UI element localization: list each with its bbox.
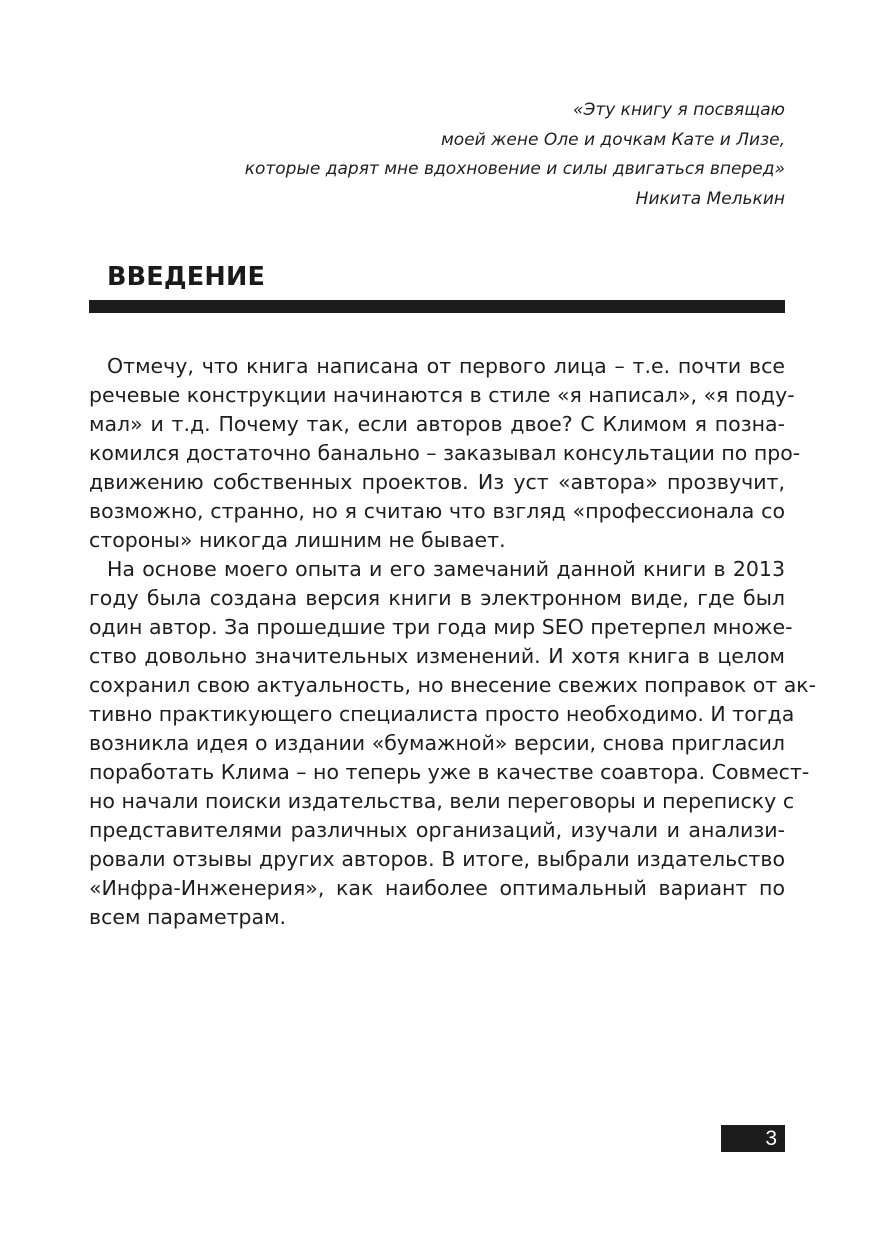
paragraph-2 bbox=[89, 555, 817, 932]
text-line: сохранил свою актуальность, но внесение свежих поправок от ак- bbox=[89, 673, 817, 697]
text-line: возможно, странно, но я считаю что взгляд «профессионала со bbox=[89, 499, 785, 523]
paragraph-1 bbox=[89, 352, 801, 555]
text-line: стороны» никогда лишним не бывает. bbox=[89, 528, 506, 552]
text-line: «Инфра-Инженерия», как наиболее оптимальный вариант по bbox=[89, 876, 785, 900]
dedication-author: Никита Мелькин bbox=[635, 188, 785, 209]
text-line: ровали отзывы других авторов. В итоге, выбрали издательство bbox=[89, 847, 785, 871]
text-line: тивно практикующего специалиста просто необходимо. И тогда bbox=[89, 702, 795, 726]
dedication-line: «Эту книгу я посвящаю bbox=[572, 100, 785, 120]
text-line: поработать Клима – но теперь уже в качестве соавтора. Совмест- bbox=[89, 760, 810, 784]
text-line: всем параметрам. bbox=[89, 905, 287, 929]
text-line: один автор. За прошедшие три года мир SEO претерпел множе- bbox=[89, 615, 793, 639]
text-line: Отмечу, что книга написана от первого лица – т.е. почти все bbox=[107, 354, 785, 378]
dedication-line: которые дарят мне вдохновение и силы двигаться вперед» bbox=[244, 159, 785, 179]
section-title-rule bbox=[89, 300, 785, 313]
dedication-line: моей жене Оле и дочкам Кате и Лизе, bbox=[440, 129, 785, 150]
text-line: возникла идея о издании «бумажной» версии, снова пригласил bbox=[89, 731, 785, 755]
text-line: речевые конструкции начинаются в стиле «я написал», «я поду- bbox=[89, 383, 795, 407]
text-line: движению собственных проектов. Из уст «автора» прозвучит, bbox=[89, 470, 785, 494]
section-title: ВВЕДЕНИЕ bbox=[107, 262, 266, 292]
page-number: 3 bbox=[721, 1125, 785, 1152]
text-line: ство довольно значительных изменений. И хотя книга в целом bbox=[89, 644, 785, 668]
text-line: но начали поиски издательства, вели переговоры и переписку с bbox=[89, 789, 795, 813]
text-line: году была создана версия книги в электронном виде, где был bbox=[89, 586, 785, 610]
body-text bbox=[89, 352, 817, 932]
text-line: мал» и т.д. Почему так, если авторов двое? С Климом я позна- bbox=[89, 412, 785, 436]
text-line: представителями различных организаций, изучали и анализи- bbox=[89, 818, 785, 842]
dedication-epigraph bbox=[145, 96, 785, 214]
text-line: комился достаточно банально – заказывал консультации по про- bbox=[89, 441, 801, 465]
text-line: На основе моего опыта и его замечаний данной книги в 2013 bbox=[107, 557, 785, 581]
